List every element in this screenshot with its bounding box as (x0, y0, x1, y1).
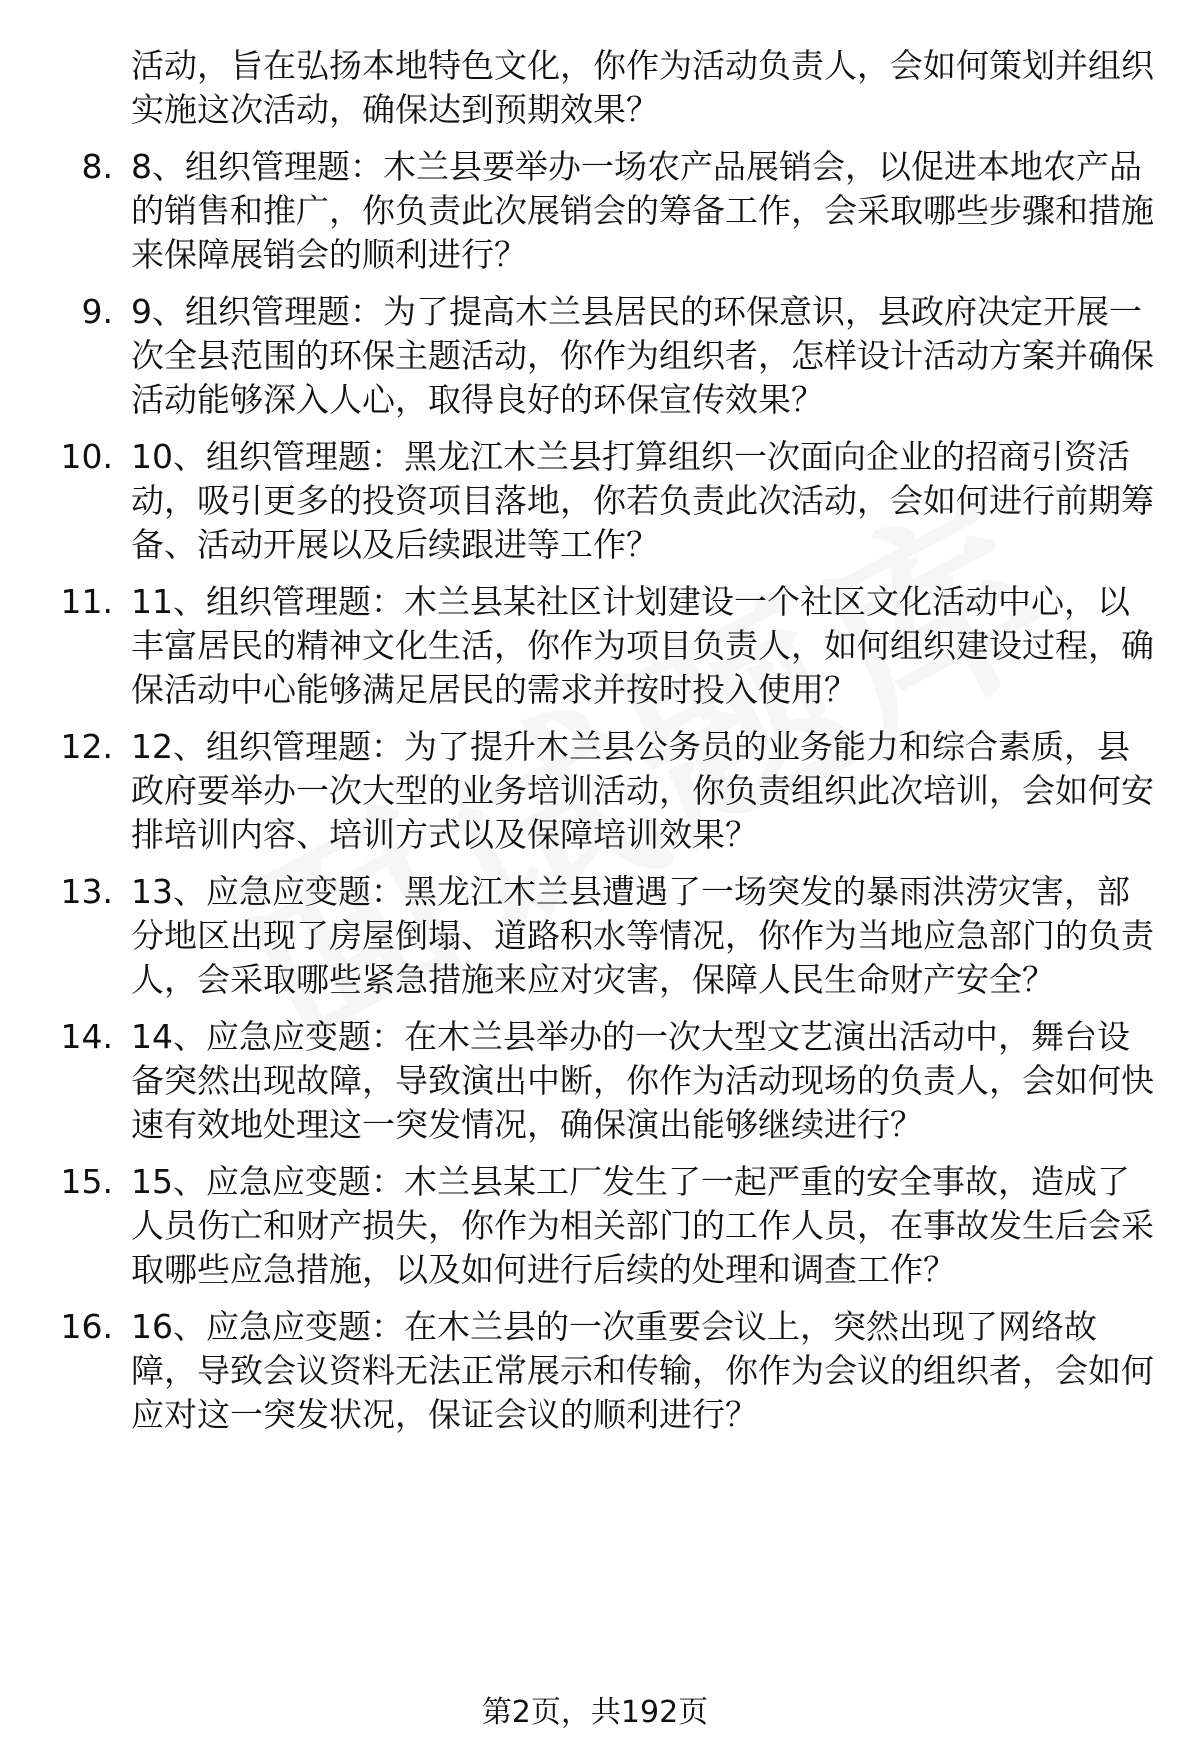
question-7-continuation: 活动，旨在弘扬本地特色文化，你作为活动负责人，会如何策划并组织实施这次活动，确保达到预期效果？ (131, 46, 1154, 129)
question-text: 10、组织管理题：黑龙江木兰县打算组织一次面向企业的招商引资活动，吸引更多的投资项目落地，你若负责此次活动，会如何进行前期筹备、活动开展以及后续跟进等工作？ (131, 437, 1154, 564)
question-list (0, 145, 1190, 1437)
question-text: 13、应急应变题：黑龙江木兰县遭遇了一场突发的暴雨洪涝灾害，部分地区出现了房屋倒塌、道路积水等情况，你作为当地应急部门的负责人，会采取哪些紧急措施来应对灾害，保障人民生命财产安全？ (131, 872, 1154, 999)
question-number: 9. (81, 292, 113, 331)
list-item (0, 290, 1161, 422)
question-text: 11、组织管理题：木兰县某社区计划建设一个社区文化活动中心，以丰富居民的精神文化生活，你作为项目负责人，如何组织建设过程，确保活动中心能够满足居民的需求并按时投入使用？ (131, 582, 1154, 709)
question-number: 14. (60, 1017, 113, 1056)
question-number: 15. (60, 1162, 113, 1201)
list-item (0, 1160, 1161, 1292)
question-number: 12. (60, 727, 113, 766)
document-body (0, 44, 1190, 1450)
question-number: 11. (60, 582, 113, 621)
question-number: 13. (60, 872, 113, 911)
question-number: 8. (81, 147, 113, 186)
list-item (0, 725, 1161, 857)
question-number: 16. (60, 1307, 113, 1346)
question-text: 15、应急应变题：木兰县某工厂发生了一起严重的安全事故，造成了人员伤亡和财产损失，你作为相关部门的工作人员，在事故发生后会采取哪些应急措施，以及如何进行后续的处理和调查工作？ (131, 1162, 1154, 1289)
question-text: 8、组织管理题：木兰县要举办一场农产品展销会，以促进本地农产品的销售和推广，你负责此次展销会的筹备工作，会采取哪些步骤和措施来保障展销会的顺利进行？ (131, 147, 1154, 274)
page-footer: 第2页，共192页 (481, 1695, 709, 1730)
question-number: 10. (60, 437, 113, 476)
list-item (0, 1015, 1161, 1147)
question-text: 9、组织管理题：为了提高木兰县居民的环保意识，县政府决定开展一次全县范围的环保主题活动，你作为组织者，怎样设计活动方案并确保活动能够深入人心，取得良好的环保宣传效果？ (131, 292, 1154, 419)
list-item (0, 435, 1161, 567)
list-item (0, 145, 1161, 277)
question-text: 16、应急应变题：在木兰县的一次重要会议上，突然出现了网络故障，导致会议资料无法正常展示和传输，你作为会议的组织者，会如何应对这一突发状况，保证会议的顺利进行？ (131, 1307, 1154, 1434)
question-text: 12、组织管理题：为了提升木兰县公务员的业务能力和综合素质，县政府要举办一次大型的业务培训活动，你负责组织此次培训，会如何安排培训内容、培训方式以及保障培训效果？ (131, 727, 1154, 854)
list-item (0, 1305, 1161, 1437)
list-item (0, 580, 1161, 712)
list-item (0, 870, 1161, 1002)
question-text: 14、应急应变题：在木兰县举办的一次大型文艺演出活动中，舞台设备突然出现故障，导致演出中断，你作为活动现场的负责人，会如何快速有效地处理这一突发情况，确保演出能够继续进行？ (131, 1017, 1154, 1144)
